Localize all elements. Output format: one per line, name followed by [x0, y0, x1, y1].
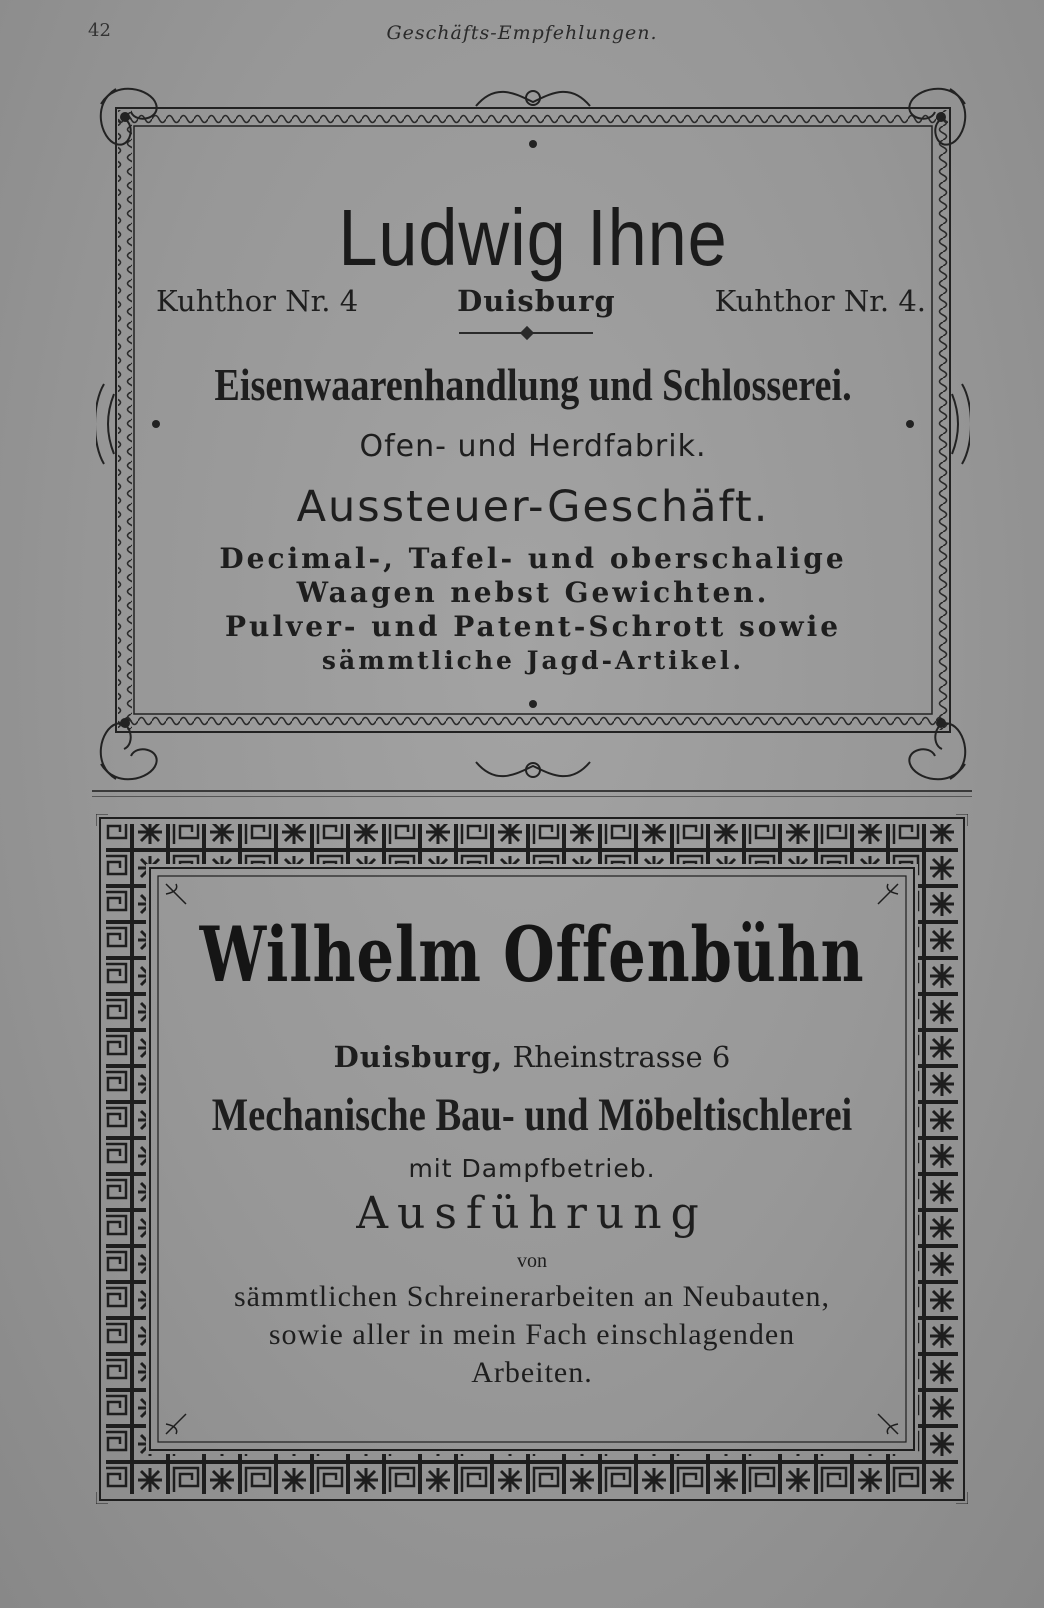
business-line: Waagen nebst Gewichten.	[296, 576, 770, 609]
business-line: von	[517, 1250, 547, 1272]
city: Duisburg	[457, 284, 616, 318]
address-right: Kuhthor Nr. 4.	[714, 284, 926, 318]
ad-divider	[92, 790, 972, 792]
firm-name: Wilhelm Offenbühn	[199, 910, 865, 999]
business-line: Eisenwaarenhandlung und Schlosserei.	[214, 360, 852, 410]
ad-divider	[92, 796, 972, 797]
business-line: mit Dampfbetrieb.	[408, 1154, 656, 1183]
business-line: Arbeiten.	[471, 1356, 593, 1389]
business-line: sämmtlichen Schreinerarbeiten an Neubauten,	[233, 1280, 831, 1313]
address-left: Kuhthor Nr. 4	[156, 284, 359, 318]
business-line: Aussteuer-Geschäft.	[296, 482, 770, 532]
advertisement-ludwig-ihne	[96, 84, 970, 784]
page-number: 42	[88, 20, 111, 41]
street-address: Rheinstrasse 6	[512, 1040, 731, 1074]
business-line: Pulver- und Patent-Schrott sowie	[224, 610, 842, 643]
business-line: sämmtliche Jagd-Artikel.	[321, 646, 745, 675]
business-line: Mechanische Bau- und Möbeltischlerei	[211, 1089, 853, 1141]
address-row	[96, 1040, 968, 1074]
business-line: Ofen- und Herdfabrik.	[359, 429, 707, 464]
city: Duisburg,	[333, 1040, 504, 1074]
business-line: sowie aller in mein Fach einschlagenden	[268, 1318, 796, 1351]
business-line: Decimal-, Tafel- und oberschalige	[219, 542, 847, 575]
advertisement-wilhelm-offenbuehn	[96, 814, 968, 1504]
firm-name: Ludwig Ihne	[338, 193, 728, 282]
running-head: Geschäfts-Empfehlungen.	[386, 22, 658, 44]
address-row	[156, 284, 926, 318]
business-line: Ausführung	[356, 1188, 708, 1239]
